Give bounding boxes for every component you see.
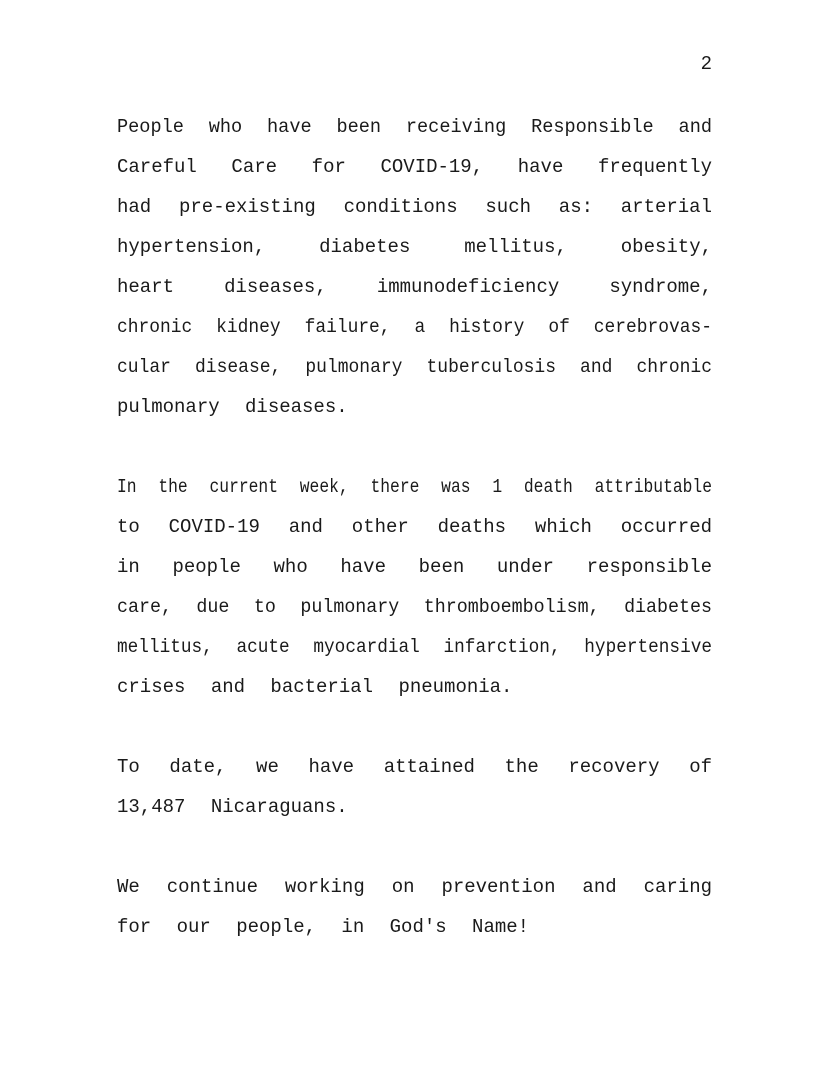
- text-line: [117, 507, 712, 547]
- text-line: [117, 547, 712, 587]
- text-line-content: to COVID-19 and other deaths which occurred: [117, 516, 712, 538]
- text-line: [117, 747, 712, 787]
- text-line-content: pulmonary diseases.: [117, 396, 348, 418]
- text-line: [117, 627, 712, 667]
- text-line-content: In the current week, there was 1 death attributable: [117, 476, 712, 498]
- text-line: [117, 867, 712, 907]
- text-line-content: heart diseases, immunodeficiency syndrome,: [117, 276, 712, 298]
- text-line-content: in people who have been under responsible: [117, 556, 712, 578]
- text-line: [117, 227, 712, 267]
- text-line: [117, 187, 712, 227]
- text-line-content: for our people, in God's Name!: [117, 916, 530, 938]
- paragraph: [117, 867, 712, 947]
- text-line-content: People who have been receiving Responsible and: [117, 116, 712, 138]
- text-line: [117, 587, 712, 627]
- text-line-content: We continue working on prevention and caring: [117, 876, 712, 898]
- text-line: [117, 307, 712, 347]
- text-line: [117, 787, 712, 827]
- text-line: [117, 267, 712, 307]
- document-body: [117, 107, 712, 987]
- text-line-content: 13,487 Nicaraguans.: [117, 796, 348, 818]
- text-line-content: crises and bacterial pneumonia.: [117, 676, 513, 698]
- text-line-content: mellitus, acute myocardial infarction, hypertensive: [117, 636, 712, 658]
- paragraph: [117, 467, 712, 707]
- text-line: [117, 347, 712, 387]
- page-number: 2: [700, 53, 712, 75]
- text-line-content: chronic kidney failure, a history of cerebrovas-: [117, 316, 712, 338]
- text-line-content: care, due to pulmonary thromboembolism, diabetes: [117, 596, 712, 618]
- text-line-content: To date, we have attained the recovery of: [117, 756, 712, 778]
- text-line: [117, 667, 712, 707]
- text-line-content: hypertension, diabetes mellitus, obesity,: [117, 236, 712, 258]
- text-line-content: had pre-existing conditions such as: arterial: [117, 196, 712, 218]
- text-line: [117, 467, 712, 507]
- text-line: [117, 107, 712, 147]
- paragraph: [117, 747, 712, 827]
- paragraph: [117, 107, 712, 427]
- text-line-content: cular disease, pulmonary tuberculosis and chronic: [117, 356, 712, 378]
- text-line-content: Careful Care for COVID-19, have frequently: [117, 156, 712, 178]
- text-line: [117, 387, 712, 427]
- text-line: [117, 907, 712, 947]
- text-line: [117, 147, 712, 187]
